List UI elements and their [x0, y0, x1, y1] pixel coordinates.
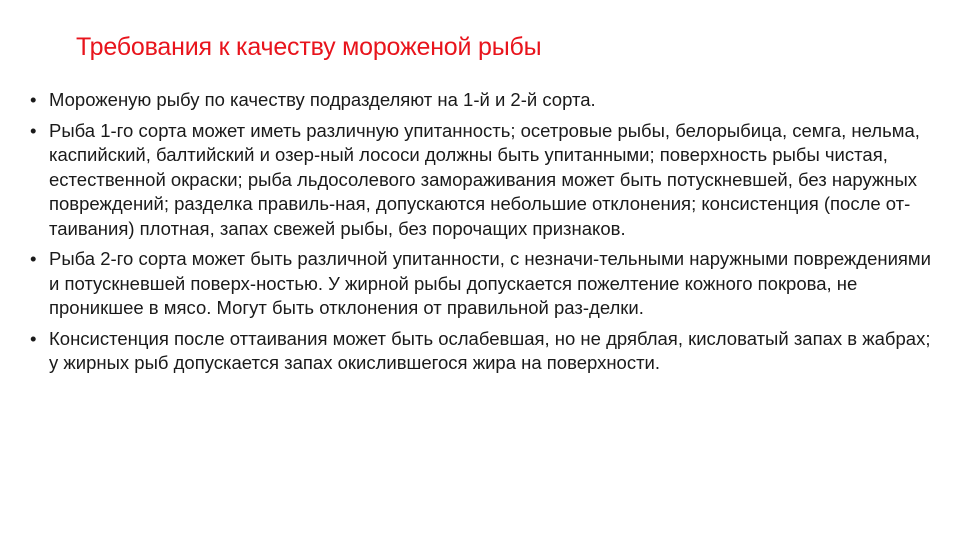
- bullet-marker: •: [30, 327, 37, 349]
- bullet-item: [30, 119, 940, 242]
- bullet-item: [30, 247, 940, 321]
- bullet-item: [30, 327, 940, 376]
- slide-title: Требования к качеству мороженой рыбы: [76, 33, 542, 61]
- bullet-text: Рыба 2-го сорта может быть различной упитанности, с незначи-тельными наружными повреждениями и потускневшей поверх-ностью. У жирной рыбы допускается пожелтение кожного покрова, не проникшее в мясо. Могут быть отклонения от правильной раз-делки.: [49, 248, 931, 318]
- bullet-marker: •: [30, 248, 37, 269]
- bullet-marker: •: [30, 89, 37, 110]
- bullet-list: [30, 88, 940, 382]
- bullet-text: Рыба 1-го сорта может иметь различную упитанность; осетровые рыбы, белорыбица, семга, нельма, каспийский, балтийский и озер-ный лососи должны быть упитанными; поверхность рыбы чистая, естественной окраски; рыба льдосолевого замораживания может быть потускневшей, без наружных повреждений; разделка правиль-ная, допускаются небольшие отклонения; консистенция (после от-таивания) плотная, запах свежей рыбы, без порочащих признаков.: [49, 119, 920, 239]
- bullet-marker: •: [30, 119, 37, 141]
- bullet-text: Мороженую рыбу по качеству подразделяют на 1-й и 2-й сорта.: [49, 89, 596, 110]
- bullet-text: Консистенция после оттаивания может быть ослабевшая, но не дряблая, кисловатый запах в жабрах; у жирных рыб допускается запах окислившегося жира на поверхности.: [49, 327, 931, 373]
- bullet-item: [30, 88, 940, 113]
